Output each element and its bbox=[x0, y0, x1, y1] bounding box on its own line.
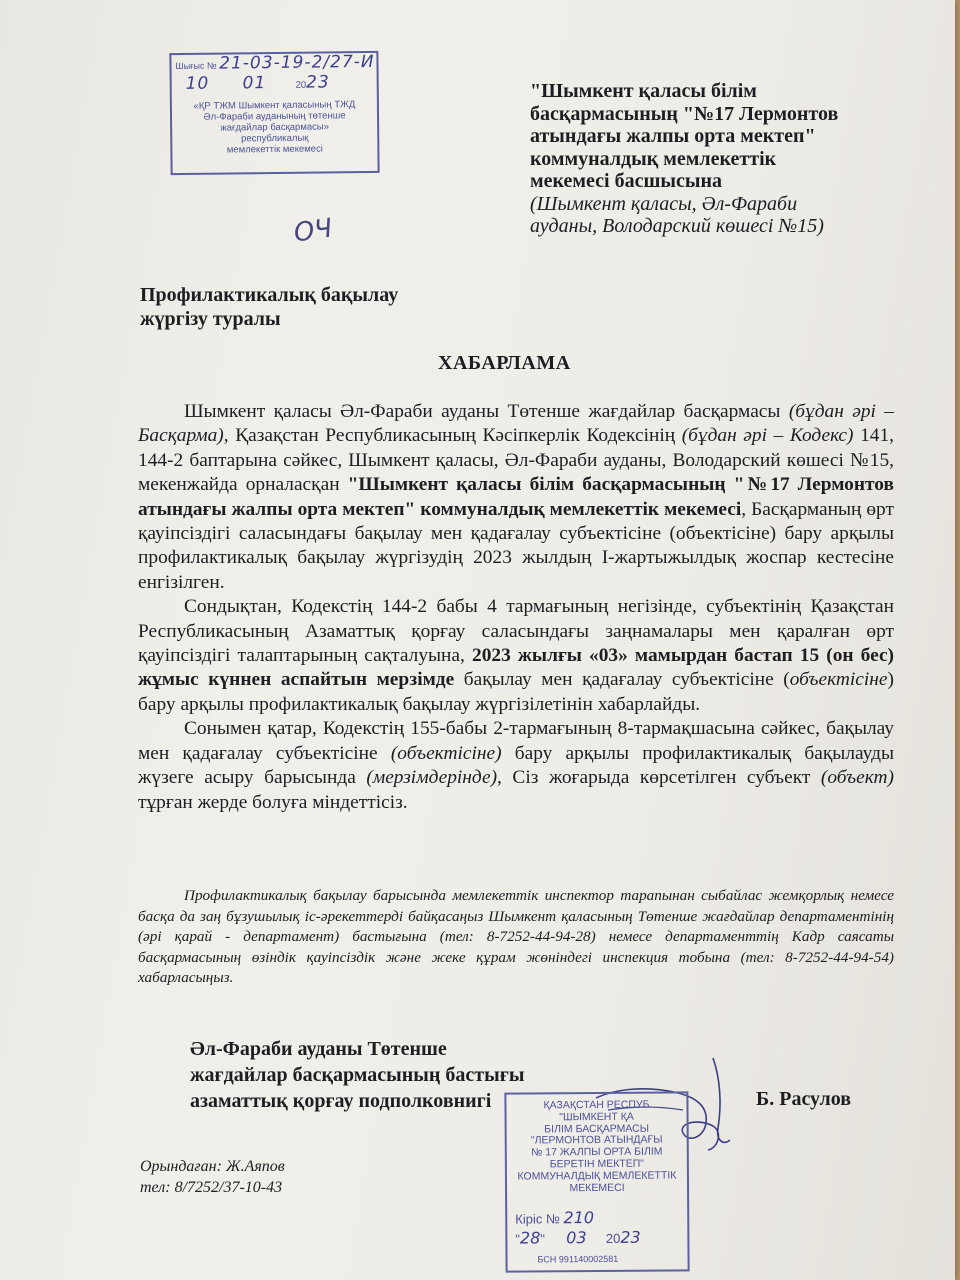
text-run: ) бару арқылы профилактикалық бақылау жүргізілетінін хабарлайды. bbox=[138, 669, 894, 715]
stamp-org-line: БІЛІМ БАСҚАРМАСЫ bbox=[544, 1122, 650, 1135]
stamp-organization bbox=[176, 99, 374, 156]
signer-line: Әл-Фараби ауданы Төтенше bbox=[190, 1038, 447, 1060]
body-paragraph bbox=[138, 717, 894, 815]
signer-line: жағдайлар басқармасының бастығы bbox=[190, 1064, 525, 1086]
stamp-org-line: республикалық bbox=[241, 132, 309, 145]
stamp-incoming-label: Кіріс № bbox=[515, 1211, 560, 1227]
stamp-date-day: 28 bbox=[519, 1228, 541, 1248]
stamp-org-line: Әл-Фараби ауданының төтенше bbox=[203, 110, 346, 123]
stamp-org-line: мемлекеттік мекемесі bbox=[226, 143, 323, 156]
stamp-date-year: 23 bbox=[306, 72, 330, 93]
stamp-org-line: ҚАЗАҚСТАН РЕСПУБ bbox=[543, 1098, 650, 1112]
executor-block bbox=[140, 1156, 285, 1198]
executor-phone: тел: 8/7252/37-10-43 bbox=[140, 1179, 283, 1196]
stamp-bin: БСН 991140002581 bbox=[537, 1253, 619, 1265]
addressee-address-line: ауданы, Володарский көшесі №15) bbox=[530, 215, 824, 237]
stamp-org-line: БЕРЕТІН МЕКТЕП" bbox=[549, 1157, 645, 1171]
executor-name: Орындаған: Ж.Аяпов bbox=[140, 1158, 285, 1175]
stamp-org-line: жағдайлар басқармасы» bbox=[220, 121, 330, 134]
text-run: , Басқарманың өрт қауіпсіздігі саласындағы бақылау мен қадағалау субъектісіне (объектісіне) бару арқылы профилактикалық бақылау жүргізудің 2023 жылдың I-жартыжылдық жоспар кестесіне енгізілген. bbox=[138, 498, 894, 593]
subject-line: Профилактикалық бақылау bbox=[140, 284, 399, 306]
text-run: 141, 144-2 баптарына сәйкес, Шымкент қаласы, Әл-Фараби ауданы, Володарский көшесі №15, мекенжайда орналасқан bbox=[138, 425, 894, 496]
stamp-org-line: "ШЫМКЕНТ ҚА bbox=[559, 1110, 634, 1124]
text-run: тұрған жерде болуға міндеттісіз. bbox=[138, 791, 408, 813]
outgoing-registration-stamp bbox=[169, 51, 379, 175]
stamp-organization bbox=[508, 1099, 685, 1195]
subject-line: жүргізу туралы bbox=[140, 308, 281, 330]
document-subject bbox=[140, 283, 460, 331]
addressee-line: атындағы жалпы орта мектеп" bbox=[530, 125, 816, 147]
text-run-italic: (бұдан әрі – Басқарма) bbox=[138, 401, 895, 447]
document-title: ХАБАРЛАМА bbox=[438, 352, 571, 374]
anti-corruption-note bbox=[138, 886, 894, 989]
stamp-date-year: 23 bbox=[620, 1227, 641, 1247]
text-run-bold: 2023 жылғы «03» мамырдан бастап 15 (он бес) жұмыс күннен аспайтын мерзімде bbox=[138, 645, 895, 691]
addressee-line: басқармасының "№17 Лермонтов bbox=[530, 102, 839, 125]
stamp-date-day: 10 bbox=[185, 73, 210, 94]
text-run: бару арқылы профилактикалық бақылауды жүзеге асыру барысында bbox=[138, 742, 894, 789]
stamp-org-line: № 17 ЖАЛПЫ ОРТА БІЛІМ bbox=[531, 1145, 663, 1159]
text-run-italic: (бұдан әрі – Кодекс) bbox=[681, 425, 854, 447]
addressee-line: "Шымкент қаласы білім bbox=[530, 80, 757, 102]
addressee-block bbox=[530, 80, 910, 238]
signer-line: азаматтық қорғау подполковнигі bbox=[190, 1090, 492, 1112]
stamp-incoming-value: 210 bbox=[563, 1208, 595, 1228]
handwritten-mark: ОЧ bbox=[292, 213, 335, 249]
stamp-number-label: Шығыс № bbox=[175, 60, 217, 72]
text-run-italic: (объектісіне) bbox=[390, 742, 502, 764]
text-run: Сонымен қатар, Кодекстің 155-бабы 2-тармағының 8-тармақшасына сәйкес, бақылау мен қадағалау субъектісіне bbox=[138, 718, 894, 764]
text-run: , Қазақстан Республикасының Кәсіпкерлік Кодексінің bbox=[223, 425, 682, 447]
note-paragraph: Профилактикалық бақылау барысында мемлекеттік инспектор тарапынан сыбайлас жемқорлық немесе басқа да заң бұзушылық іс-әрекеттерді байқасаңыз Шымкент қаласының Төтенше жағдайлар департаментінің (әрі қарай - департамент) бастығына (тел: 8-7252-44-94-28) немесе департаменттің Кадр саясаты басқармасының өзіндік қауіпсіздік және жеке құрам жөніндегі инспекция тобына (тел: 8-7252-44-94-54) хабарласыңыз. bbox=[138, 887, 894, 986]
text-run-italic: объектісіне bbox=[789, 669, 888, 691]
addressee-line: коммуналдық мемлекеттік bbox=[530, 147, 777, 170]
stamp-date-month: 03 bbox=[566, 1228, 587, 1248]
stamp-incoming-date: "28" 03 2023 bbox=[515, 1227, 641, 1248]
stamp-number-line bbox=[175, 51, 375, 74]
stamp-date-month: 01 bbox=[242, 73, 267, 94]
stamp-org-line: МЕКЕМЕСІ bbox=[569, 1181, 625, 1194]
stamp-date-year-prefix: 20 bbox=[295, 79, 307, 91]
stamp-number-value: 21-03-19-2/27-И bbox=[219, 51, 375, 74]
stamp-org-line: "ЛЕРМОНТОВ АТЫНДАҒЫ bbox=[530, 1133, 663, 1147]
document-body bbox=[138, 400, 894, 815]
text-run: бақылау мен қадағалау субъектісіне ( bbox=[454, 669, 790, 691]
stamp-org-line: КОММУНАЛДЫҚ МЕМЛЕКЕТТІК bbox=[517, 1169, 677, 1183]
body-paragraph bbox=[138, 400, 894, 595]
text-run-bold: "Шымкент қаласы білім басқармасының "№17 Лермонтов атындағы жалпы орта мектеп" коммуналдық мемлекеттік мекемесі bbox=[138, 474, 894, 520]
text-run-italic: (объект) bbox=[820, 767, 894, 789]
text-run-italic: (мерзімдерінде) bbox=[366, 767, 498, 789]
signer-name: Б. Расулов bbox=[756, 1088, 852, 1110]
addressee-address-line: (Шымкент қаласы, Әл-Фараби bbox=[530, 192, 798, 215]
text-run: , Сіз жоғарыда көрсетілген субъект bbox=[497, 767, 821, 789]
stamp-date-line bbox=[185, 72, 376, 94]
incoming-registration-stamp bbox=[504, 1091, 689, 1272]
text-run: Шымкент қаласы Әл-Фараби ауданы Төтенше жағдайлар басқармасы bbox=[184, 401, 789, 422]
stamp-date-year-prefix: 20 bbox=[605, 1230, 621, 1246]
text-run: Сондықтан, Кодекстің 144-2 бабы 4 тармағының негізінде, субъектінің Қазақстан Республикасының Азаматтық қорғау саласындағы заңнамалары мен қаралған өрт қауіпсіздігі талаптарының сақталуына, bbox=[138, 596, 894, 667]
body-paragraph bbox=[138, 595, 894, 717]
addressee-line: мекемесі басшысына bbox=[530, 170, 722, 192]
stamp-org-line: «ҚР ТЖМ Шымкент қаласының ТЖД bbox=[193, 99, 356, 112]
stamp-incoming-number bbox=[515, 1208, 595, 1228]
